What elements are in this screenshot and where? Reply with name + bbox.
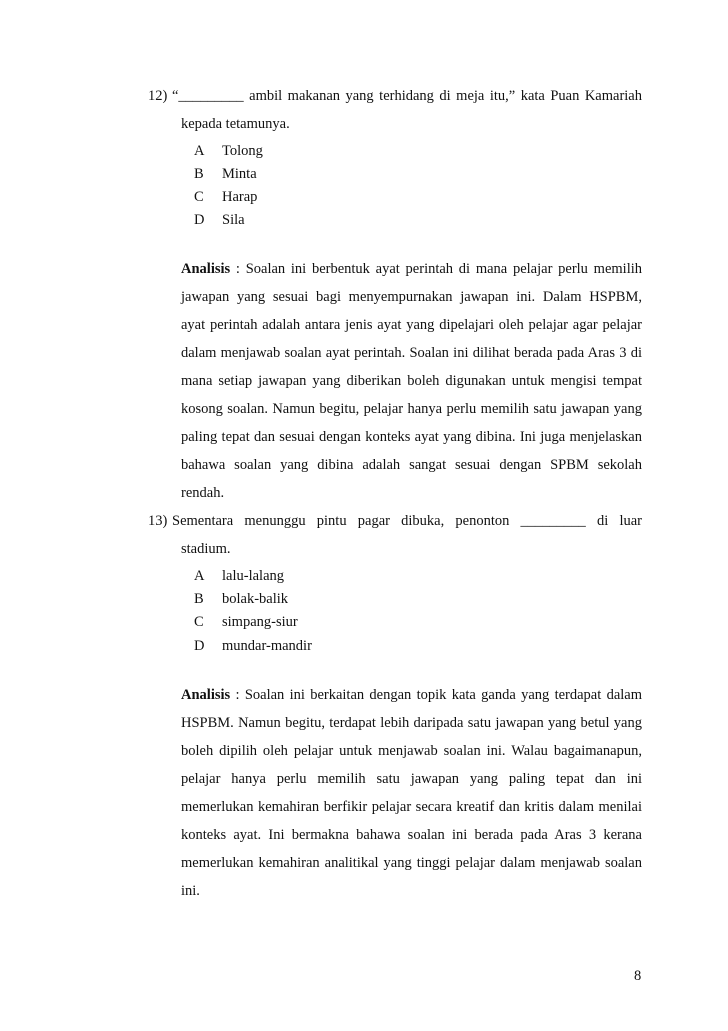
- analysis-line-1-text: : Soalan ini berbentuk ayat perintah di mana pelajar perlu memilih: [235, 261, 643, 277]
- analysis-line: memerlukan kemahiran analitikal yang tinggi pelajar dalam menjawab soalan: [181, 855, 642, 871]
- analysis-line: boleh dipilih oleh pelajar untuk menjawab soalan ini. Walau bagaimanapun,: [181, 743, 642, 759]
- analysis-line: konteks ayat. Ini bermakna bahawa soalan ini berada pada Aras 3 kerana: [181, 827, 642, 843]
- option-text: Harap: [222, 189, 258, 205]
- analysis-line: memerlukan kemahiran berfikir pelajar secara kreatif dan kritis dalam menilai: [181, 799, 642, 815]
- analysis-line: kosong soalan. Namun begitu, pelajar hanya perlu memilih satu jawapan yang: [181, 401, 642, 417]
- option-letter: C: [194, 614, 204, 630]
- analysis-line: rendah.: [181, 485, 225, 501]
- option-letter: C: [194, 189, 204, 205]
- analysis-line: HSPBM. Namun begitu, terdapat lebih daripada satu jawapan yang betul yang: [181, 715, 642, 731]
- analysis-line: ini.: [181, 883, 200, 899]
- analysis-label: Analisis: [181, 687, 231, 703]
- option-letter: B: [194, 591, 204, 607]
- option-text: Sila: [222, 212, 245, 228]
- analysis-line: paling tepat dan sesuai dengan konteks ayat yang dibina. Ini juga menjelaskan: [181, 429, 642, 445]
- analysis-line: mana setiap jawapan yang diberikan boleh digunakan untuk mengisi tempat: [181, 373, 642, 389]
- option-letter: D: [194, 638, 205, 654]
- option-text: lalu-lalang: [222, 568, 285, 584]
- analysis-line-1-text: : Soalan ini berkaitan dengan topik kata ganda yang terdapat dalam: [235, 687, 642, 703]
- analysis-line: [181, 687, 642, 704]
- analysis-line: dalam menjawab soalan ayat perintah. Soalan ini dilihat berada pada Aras 3 di: [181, 345, 642, 361]
- option-letter: D: [194, 212, 205, 228]
- page-number: 8: [634, 968, 642, 984]
- option-text: Tolong: [222, 143, 263, 159]
- option-text: simpang-siur: [222, 614, 298, 630]
- analysis-line: [181, 261, 642, 278]
- option-letter: B: [194, 166, 204, 182]
- option-text: Minta: [222, 166, 257, 182]
- question-13-number: 13): [148, 513, 168, 529]
- option-text: bolak-balik: [222, 591, 289, 607]
- option-letter: A: [194, 568, 205, 584]
- question-12-number: 12): [148, 88, 168, 104]
- analysis-line: jawapan yang sesuai bagi menyempurnakan jawapan ini. Dalam HSPBM,: [181, 289, 642, 305]
- analysis-line: bahawa soalan yang dibina adalah sangat sesuai dengan SPBM sekolah: [181, 457, 642, 473]
- question-13-stem-line-2: stadium.: [181, 541, 231, 557]
- analysis-line: ayat perintah adalah antara jenis ayat yang dipelajari oleh pelajar agar pelajar: [181, 317, 642, 333]
- question-13-stem-line-1: Sementara menunggu pintu pagar dibuka, penonton _________ di luar: [172, 513, 642, 529]
- question-12-stem-line-1: “_________ ambil makanan yang terhidang di meja itu,” kata Puan Kamariah: [172, 88, 642, 104]
- question-12-stem-line-2: kepada tetamunya.: [181, 116, 290, 132]
- option-letter: A: [194, 143, 205, 159]
- analysis-line: pelajar hanya perlu memilih satu jawapan yang paling tepat dan ini: [181, 771, 642, 787]
- option-text: mundar-mandir: [222, 638, 312, 654]
- analysis-label: Analisis: [181, 261, 231, 277]
